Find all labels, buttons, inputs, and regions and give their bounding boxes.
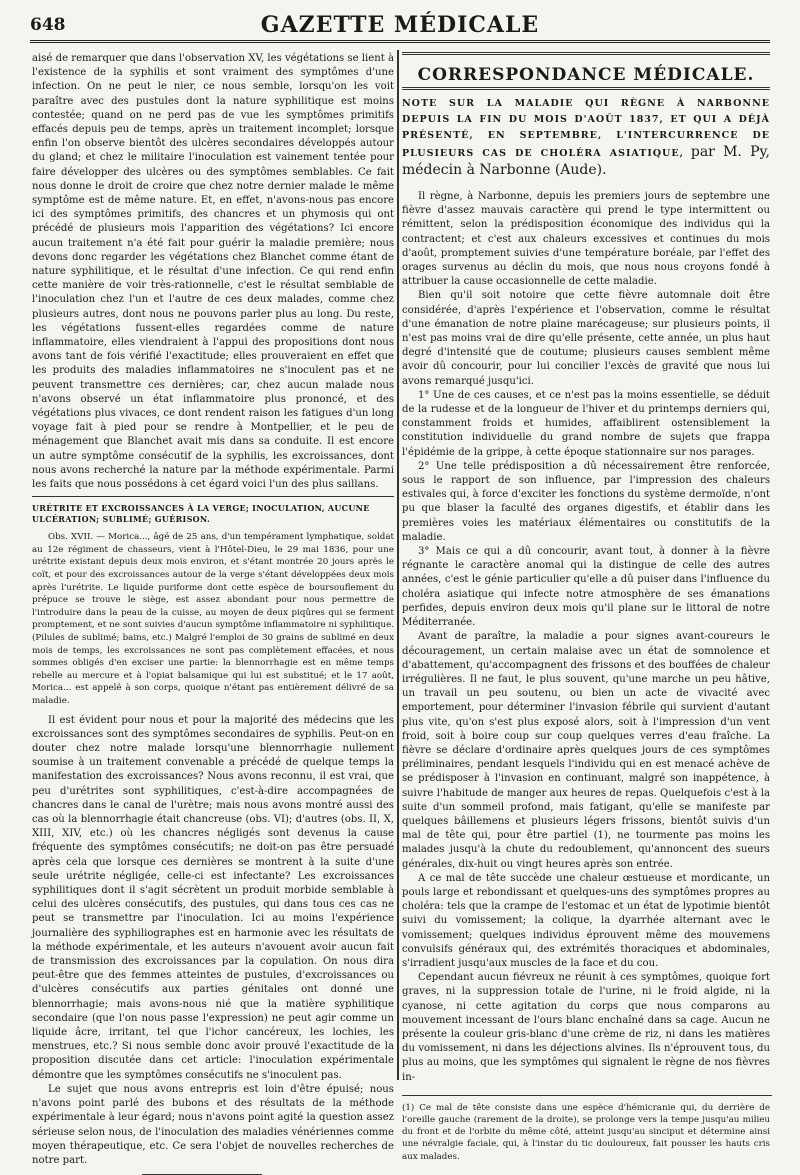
footnote-rule [402, 1095, 772, 1096]
right-column [402, 52, 770, 1172]
paragraph-excroissances: Il est évident pour nous et pour la majorité des médecins que les excroissances sont des symptômes secondaires de syphilis. Peut-on en douter chez notre malade lorsqu'une blennorrhagie nullement soumise à un traitement convenable a précédé de quelque temps la manifestation des excroissances? Nous avons reconnu, il est vrai, que peu d'urétrites sont syphilitiques, c'est-à-dire accompagnées de chancres dans le canal de l'urètre; mais nous avons montré aussi des cas où la blennorrhagie était chancreuse (obs. VI); d'autres (obs. II, X, XIII, XIV, etc.) où les chancres négligés sont devenus la cause fréquente des symptômes consécutifs; ne doit-on pas être persuadé après cela que lorsque ces dernières se montrent à la suite d'une seule urétrite négligée, celle-ci est infectante? Les excroissances syphilitiques dont il s'agit sécrètent un produit morbide semblable à celui des ulcères consécutifs, des pustules, qui dans tous ces cas ne peut se transmettre par l'inoculation. Ici au moins l'expérience journalière des syphiliographes est en harmonie avec les résultats de la méthode expérimentale, et les auteurs n'avouent avoir aucun fait de transmission des excroissances par la copulation. On nous dira peut-être que des femmes atteintes de pustules, d'excroissances ou d'ulcères consécutifs aux parties génitales ont donné une blennorrhagie; mais avons-nous nié que la matière syphilitique secondaire (que l'on nous passe l'expression) ne peut agir comme un liquide âcre, irritant, tel que l'ichor cancéreux, les lochies, les menstrues, etc.? Si nous semble donc avoir prouvé l'exactitude de la proposition discutée dans cet article: l'inoculation expérimentale démontre que les symptômes consécutifs ne s'inoculent pas. [32, 714, 394, 1081]
section-rule [32, 496, 394, 497]
observation-xvii: Obs. XVII. — Morica..., âgé de 25 ans, d'un tempérament lymphatique, soldat au 12e régiment de chasseurs, vient à l'Hôtel-Dieu, le 29 mai 1836, pour une urétrite existant depuis deux mois environ, et s'étant montrée 20 jours après le coït, et pour des excroissances autour de la verge s'étant développées deux mois après l'urétrite. Le liquide puriforme dont cette espèce de boursouflement du prépuce se trouve le siège, est assez abondant pour nous permettre de l'introduire dans la peau de la cuisse, au moyen de deux piqûres qui se ferment promptement, et ne sont suivies d'aucun symptôme inflammatoire ni syphilitique. (Pilules de sublimé; bains, etc.) Malgré l'emploi de 30 grains de sublimé en deux mois de temps, les excroissances ne sont pas complètement effacées, et nous sommes obligés d'en exciser une partie: la blennorrhagie est en même temps rebelle au mercure et à l'opiat balsamique qui lui est substitué; et le 17 août, Morica... est appelé à son corps, quoique n'étant pas entièrement délivré de sa maladie. [32, 532, 394, 707]
note-author: par M. Py, médecin à Narbonne (Aude). [402, 144, 771, 178]
paragraph-cause-2: 2° Une telle prédisposition a dû nécessairement être renforcée, sous le rapport de son influence, par l'impression des chaleurs estivales qui, à force d'exciter les fonctions du système dermoïde, n'ont pu que blaser la faculté des organes digestifs, et établir dans les premières voies les matériaux élémentaires ou constitutifs de la maladie. [402, 460, 770, 543]
paragraph-fievreux: Cependant aucun fiévreux ne réunit à ces symptômes, quoique fort graves, ni la suppression totale de l'urine, ni le froid algide, ni la cyanose, ni cette agitation du corps que nous comparons au mouvement incessant de l'ours blanc enchaîné dans sa cage. Aucun ne présente la couleur gris-blanc d'une crème de riz, ni dans les matières du vomissement, ni dans les déjections alvines. Ils n'éprouvent tous, du plus au moins, que les symptômes qui signalent le règne de nos fièvres in- [402, 972, 770, 1083]
paragraph-symptomes: Avant de paraître, la maladie a pour signes avant-coureurs le découragement, un certain malaise avec un état de somnolence et d'abattement, qu'accompagnent des frissons et des bouffées de chaleur irrégulières. Il ne faut, le plus souvent, qu'une marche un peu hâtive, un travail un peu soutenu, ou bien un acte de vivacité avec emportement, pour déterminer l'invasion fébrile qui survient d'autant plus vite, qu'on s'est plus exposé alors, soit à l'impression d'un vent froid, soit à boire coup sur coup quelques verres d'eau fraîche. La fièvre se déclare d'ordinaire après quelques jours de ces symptômes préliminaires, pendant lesquels l'individu qui en est menacé achève de se prédisposer à l'invasion en continuant, malgré son inappétence, à suivre l'habitude de manger aux heures de repas. Quelquefois c'est à la suite d'un sommeil profond, mais fatigant, qu'elle se manifeste par quelques bâillemens et plusieurs légers frissons, bientôt suivis d'un mal de tête qui, pour être partiel (1), ne tourmente pas moins les malades jusqu'à la chute du redoublement, qu'annoncent des sueurs générales, dix-huit ou vingt heures après son entrée. [402, 631, 770, 870]
paragraph-cause-3: 3° Mais ce qui a dû concourir, avant tout, à donner à la fièvre régnante le caractère anomal qui la distingue de celle des autres années, c'est le génie particulier qu'elle a dû puiser dans l'influence du choléra asiatique qui infecte notre atmosphère de ses émanations perfides, depuis environ deux mois qu'il plane sur le littoral de notre Méditerranée. [402, 546, 770, 629]
note-title [402, 96, 770, 180]
journal-title: GAZETTE MÉDICALE [260, 12, 540, 38]
observation-heading: URÉTRITE ET EXCROISSANCES À LA VERGE; INOCULATION, AUCUNE ULCÉRATION; SUBLIMÉ; GUÉRISON. [32, 503, 370, 525]
header-rule [30, 40, 770, 43]
note-title-text: NOTE SUR LA MALADIE QUI RÈGNE À NARBONNE DEPUIS LA FIN DU MOIS D'AOÛT 1837, ET QUI A DÉJÀ PRÉSENTÉ, EN SEPTEMBRE, L'INTERCURRENCE DE PLUSIEURS CAS DE CHOLÉRA ASIATIQUE, [402, 98, 770, 159]
section-title: CORRESPONDANCE MÉDICALE. [417, 65, 755, 85]
paragraph-cause-1: 1° Une de ces causes, et ce n'est pas la moins essentielle, se déduit de la rudesse et de la longueur de l'hiver et du printemps derniers qui, constamment froids et humides, affaiblirent ostensiblement la constitution individuelle du grand nombre de sujets que frappa l'épidémie de la grippe, à cette époque stationnaire sur nos parages. [402, 389, 770, 458]
paragraph-narbonne: Il règne, à Narbonne, depuis les premiers jours de septembre une fièvre d'assez mauvais caractère qui prend le type intermittent ou rémittent, selon la prédisposition économique des individus qui la contractent; et c'est aux chaleurs excessives et continues du mois d'août, promptement suivies d'une température boréale, par l'effet des orages survenus au déclin du mois, que nous nous croyons fondé à attribuer la cause occasionnelle de cette maladie. [402, 191, 770, 288]
footnote: (1) Ce mal de tête consiste dans une espèce d'hémicranie qui, du derrière de l'oreille gauche (rarement de la droite), se prolonge vers la tempe jusqu'au milieu du front et de l'orbite du même côté, atteint jusqu'au sinciput et détermine ainsi une névralgie faciale, qui, à l'instar du tic douloureux, fait pousser les hauts cris aux malades. [402, 1102, 770, 1162]
paragraph-conclusion: Le sujet que nous avons entrepris est loin d'être épuisé; nous n'avons point parlé des bubons et des résultats de la méthode expérimentale à leur égard; nous n'avons point agité la question assez sérieuse selon nous, de l'inoculation des maladies vénériennes comme moyen thérapeutique, etc. Ce sera l'objet de nouvelles recherches de notre part. [32, 1083, 394, 1166]
section-bottom-rule [402, 87, 770, 90]
paragraph-mal-de-tete: A ce mal de tête succède une chaleur œstueuse et mordicante, un pouls large et rebondissant et quelques-uns des symptômes propres au choléra: tels que la crampe de l'estomac et un état de lypotimie bientôt suivi du vomissement; la colique, la dyarrhée alternant avec le vomissement; quelques individus éprouvent même des mouvemens convulsifs généraux qui, des extrémités thoraciques et abdominales, s'irradient jusqu'aux muscles de la face et du cou. [402, 872, 770, 969]
section-top-rule [402, 52, 770, 55]
column-divider [397, 50, 399, 1080]
page-number: 648 [30, 15, 66, 35]
left-column [32, 52, 394, 1175]
paragraph-fievre-automnale: Bien qu'il soit notoire que cette fièvre automnale doit être considérée, d'après l'expérience et l'observation, comme le résultat d'une émanation de notre plaine marécageuse; sur plusieurs points, il n'est pas moins vrai de dire qu'elle présente, cette année, un plus haut degré d'intensité que de coutume; plusieurs causes semblent même avoir dû concourir, pour lui concilier l'excès de gravité que nous lui avons remarqué jusqu'ici. [402, 290, 770, 387]
paragraph-vegetations: aisé de remarquer que dans l'observation XV, les végétations se lient à l'existence de la syphilis et sont vraiment des symptômes d'une infection. On ne peut le nier, ce nous semble, lorsqu'on les voit paraître avec des pustules dont la nature syphilitique est moins contestée; quand on ne perd pas de vue les symptômes primitifs effacés depuis peu de temps, après un traitement incomplet; lorsque enfin l'on observe bientôt des ulcères secondaires développés autour du gland; et chez le militaire l'inoculation est vainement tentée pour faire développer des ulcères ou des symptômes semblables. Ce fait nous donne le droit de croire que chez notre dernier malade le même symptôme est de même nature. Et, en effet, n'avons-nous pas encore ici des symptômes primitifs, des chancres et un phymosis qui ont précédé de plusieurs mois l'apparition des végétations? Ici encore aucun traitement n'a été fait pour guérir la maladie première; nous devons donc regarder les végétations chez Blanchet comme étant de nature syphilitique, et le résultat d'une infection. Ce qui rend enfin cette manière de voir très-rationnelle, c'est le résultat semblable de l'inoculation chez l'un et l'autre de ces deux malades, comme chez plusieurs autres, dont nous ne pouvons parler plus au long. Du reste, les végétations fussent-elles regardées comme de nature inflammatoire, elles viendraient à l'appui des propositions dont nous avons tant de fois vérifié l'exactitude; elles prouveraient en effet que les produits des maladies inflammatoires ne s'inoculent pas et ne peuvent transmettre ces dernières; car, chez aucun malade nous n'avons observé un état inflammatoire plus prononcé, et des végétations plus vivaces, ce dont rendent raison les fatigues d'un long voyage fait à pied pour se rendre à Montpellier, et le peu de ménagement que Blanchet avait mis dans sa conduite. Il est encore un autre symptôme consécutif de la syphilis, les excroissances, dont nous avons recherché la nature par la méthode expérimentale. Parmi les faits que nous possédons à cet égard voici l'un des plus saillans. [32, 53, 394, 491]
